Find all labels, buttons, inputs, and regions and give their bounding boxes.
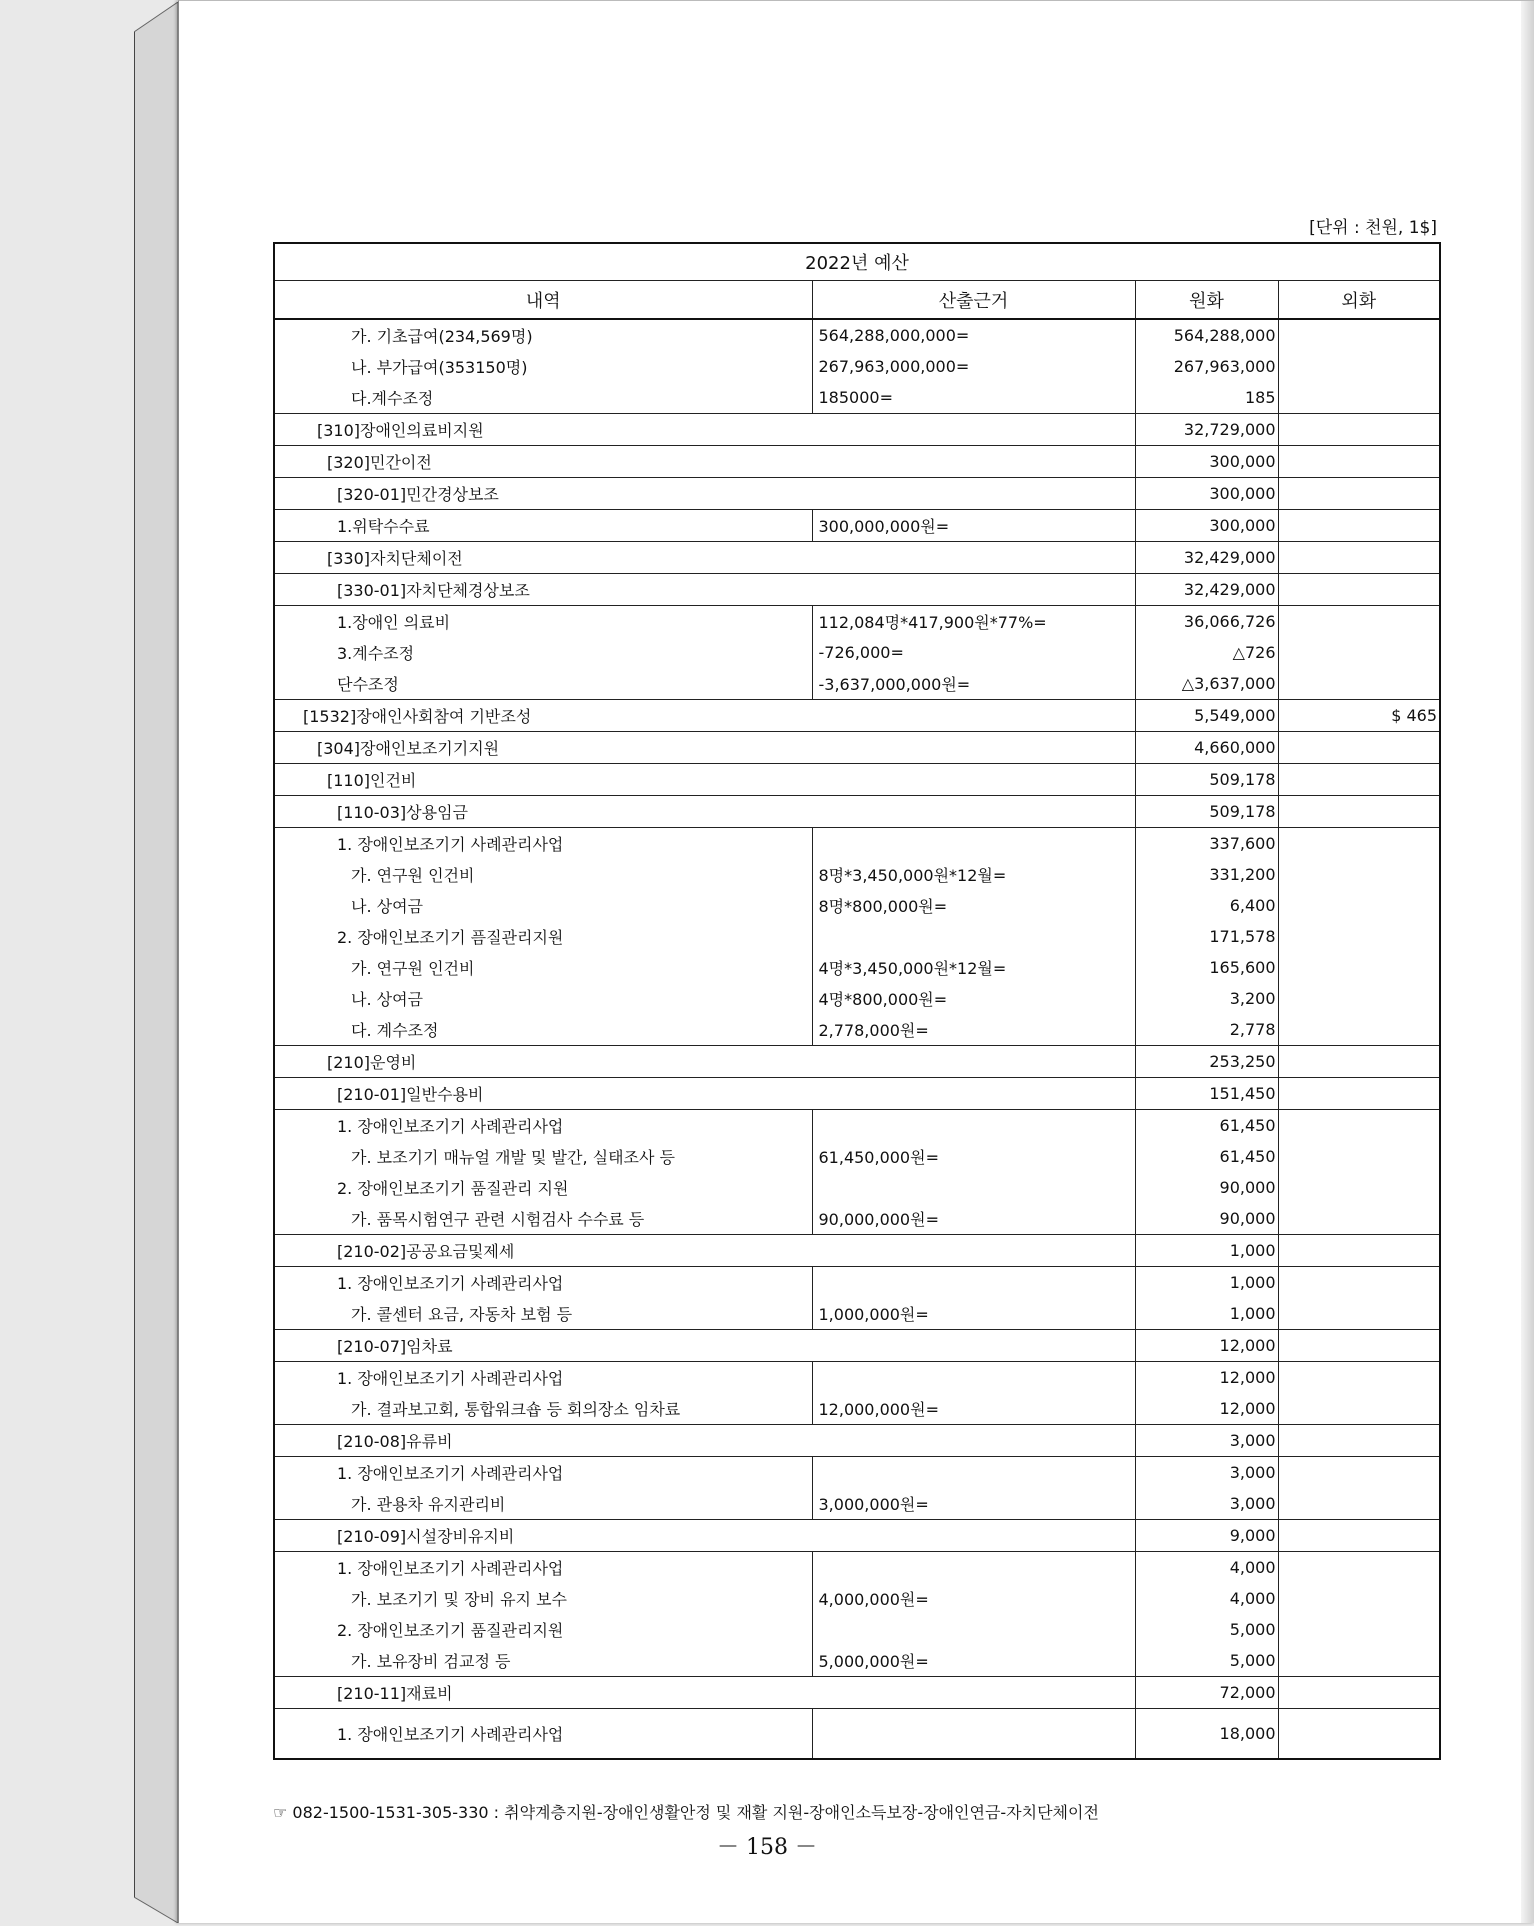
row-item: 2. 장애인보조기기 픔질관리지원 xyxy=(274,921,812,952)
table-row xyxy=(274,319,1440,351)
table-row xyxy=(274,1583,1440,1614)
row-item: 1. 장애인보조기기 사례관리사업 xyxy=(274,1267,812,1299)
table-row xyxy=(274,1078,1440,1110)
row-basis: 4,000,000원= xyxy=(812,1583,1135,1614)
row-item: [110]인건비 xyxy=(274,764,1135,796)
row-fx-amount xyxy=(1278,732,1440,764)
table-row xyxy=(274,414,1440,446)
row-fx-amount xyxy=(1278,1330,1440,1362)
row-basis: 300,000,000원= xyxy=(812,510,1135,542)
row-item: 1.위탁수수료 xyxy=(274,510,812,542)
row-krw-amount: 171,578 xyxy=(1135,921,1278,952)
row-krw-amount: 32,429,000 xyxy=(1135,574,1278,606)
row-item: 다. 계수조정 xyxy=(274,1014,812,1046)
row-krw-amount: 9,000 xyxy=(1135,1520,1278,1552)
row-krw-amount: 12,000 xyxy=(1135,1393,1278,1425)
row-krw-amount: 267,963,000 xyxy=(1135,351,1278,382)
table-row xyxy=(274,637,1440,668)
row-item: [330-01]자치단체경상보조 xyxy=(274,574,1135,606)
col-header-krw: 원화 xyxy=(1135,281,1278,320)
row-krw-amount: 6,400 xyxy=(1135,890,1278,921)
row-fx-amount xyxy=(1278,983,1440,1014)
table-row xyxy=(274,1552,1440,1584)
row-krw-amount: △726 xyxy=(1135,637,1278,668)
row-fx-amount xyxy=(1278,668,1440,700)
row-fx-amount xyxy=(1278,1110,1440,1142)
row-item: 가. 보조기기 및 장비 유지 보수 xyxy=(274,1583,812,1614)
row-item: 1. 장애인보조기기 사례관리사업 xyxy=(274,1110,812,1142)
row-basis: 267,963,000,000= xyxy=(812,351,1135,382)
row-krw-amount: 5,000 xyxy=(1135,1645,1278,1677)
row-basis: 4명*800,000원= xyxy=(812,983,1135,1014)
row-item: 가. 보유장비 검교정 등 xyxy=(274,1645,812,1677)
table-row xyxy=(274,1141,1440,1172)
row-basis: 90,000,000원= xyxy=(812,1203,1135,1235)
table-row xyxy=(274,764,1440,796)
table-row xyxy=(274,1110,1440,1142)
budget-table-body xyxy=(274,319,1440,1759)
row-fx-amount xyxy=(1278,764,1440,796)
row-item: 2. 장애인보조기기 품질관리지원 xyxy=(274,1614,812,1645)
row-fx-amount xyxy=(1278,1520,1440,1552)
row-item: [1532]장애인사회참여 기반조성 xyxy=(274,700,1135,732)
row-fx-amount xyxy=(1278,1014,1440,1046)
row-krw-amount: 337,600 xyxy=(1135,828,1278,860)
row-krw-amount: 4,660,000 xyxy=(1135,732,1278,764)
row-fx-amount xyxy=(1278,796,1440,828)
row-item: 가. 결과보고회, 통합워크숍 등 회의장소 임차료 xyxy=(274,1393,812,1425)
table-row xyxy=(274,1677,1440,1709)
row-fx-amount xyxy=(1278,1046,1440,1078)
row-fx-amount xyxy=(1278,574,1440,606)
table-row xyxy=(274,1330,1440,1362)
row-krw-amount: 1,000 xyxy=(1135,1267,1278,1299)
row-krw-amount: 300,000 xyxy=(1135,510,1278,542)
row-item: 가. 기초급여(234,569명) xyxy=(274,319,812,351)
row-basis xyxy=(812,1110,1135,1142)
row-fx-amount xyxy=(1278,1203,1440,1235)
row-krw-amount: 300,000 xyxy=(1135,478,1278,510)
row-fx-amount xyxy=(1278,1393,1440,1425)
row-fx-amount xyxy=(1278,952,1440,983)
row-item: [310]장애인의료비지원 xyxy=(274,414,1135,446)
row-krw-amount: 61,450 xyxy=(1135,1141,1278,1172)
row-basis xyxy=(812,1709,1135,1760)
row-krw-amount: 1,000 xyxy=(1135,1235,1278,1267)
row-krw-amount: 300,000 xyxy=(1135,446,1278,478)
row-fx-amount xyxy=(1278,921,1440,952)
page-number: － 158 － xyxy=(717,1835,817,1860)
table-row xyxy=(274,952,1440,983)
row-basis xyxy=(812,1267,1135,1299)
row-basis xyxy=(812,1614,1135,1645)
row-fx-amount xyxy=(1278,1267,1440,1299)
row-basis xyxy=(812,1552,1135,1584)
row-basis: 61,450,000원= xyxy=(812,1141,1135,1172)
row-krw-amount: 564,288,000 xyxy=(1135,319,1278,351)
row-krw-amount: 3,000 xyxy=(1135,1488,1278,1520)
row-basis xyxy=(812,921,1135,952)
row-basis: 4명*3,450,000원*12월= xyxy=(812,952,1135,983)
row-fx-amount xyxy=(1278,478,1440,510)
row-fx-amount xyxy=(1278,1709,1440,1760)
row-fx-amount xyxy=(1278,828,1440,860)
row-fx-amount xyxy=(1278,637,1440,668)
col-header-item: 내역 xyxy=(274,281,812,320)
table-row xyxy=(274,1614,1440,1645)
row-item: [210]운영비 xyxy=(274,1046,1135,1078)
row-item: [210-11]재료비 xyxy=(274,1677,1135,1709)
row-krw-amount: 509,178 xyxy=(1135,796,1278,828)
row-krw-amount: 36,066,726 xyxy=(1135,606,1278,638)
row-krw-amount: 3,200 xyxy=(1135,983,1278,1014)
budget-table xyxy=(273,242,1441,1760)
row-fx-amount xyxy=(1278,1488,1440,1520)
row-fx-amount xyxy=(1278,382,1440,414)
row-krw-amount: 331,200 xyxy=(1135,859,1278,890)
row-krw-amount: 165,600 xyxy=(1135,952,1278,983)
binder-spine xyxy=(134,2,180,1923)
row-item: 가. 연구원 인건비 xyxy=(274,952,812,983)
row-basis: 3,000,000원= xyxy=(812,1488,1135,1520)
row-fx-amount xyxy=(1278,1362,1440,1394)
row-item: [320-01]민간경상보조 xyxy=(274,478,1135,510)
table-row xyxy=(274,1172,1440,1203)
table-row xyxy=(274,1046,1440,1078)
table-row xyxy=(274,859,1440,890)
row-krw-amount: 12,000 xyxy=(1135,1362,1278,1394)
row-fx-amount xyxy=(1278,1552,1440,1584)
row-basis: 12,000,000원= xyxy=(812,1393,1135,1425)
row-fx-amount xyxy=(1278,446,1440,478)
row-fx-amount xyxy=(1278,1425,1440,1457)
table-row xyxy=(274,1393,1440,1425)
row-fx-amount xyxy=(1278,1141,1440,1172)
table-row xyxy=(274,446,1440,478)
row-fx-amount xyxy=(1278,351,1440,382)
row-basis: 8명*3,450,000원*12월= xyxy=(812,859,1135,890)
row-fx-amount xyxy=(1278,1677,1440,1709)
row-item: [210-09]시설장비유지비 xyxy=(274,1520,1135,1552)
page-edge-shadow xyxy=(1521,1,1534,1923)
row-krw-amount: 32,729,000 xyxy=(1135,414,1278,446)
row-krw-amount: 5,549,000 xyxy=(1135,700,1278,732)
table-row xyxy=(274,796,1440,828)
table-row xyxy=(274,478,1440,510)
row-fx-amount xyxy=(1278,859,1440,890)
row-item: [330]자치단체이전 xyxy=(274,542,1135,574)
col-header-basis: 산출근거 xyxy=(812,281,1135,320)
table-title: 2022년 예산 xyxy=(274,243,1440,281)
row-item: 다.계수조정 xyxy=(274,382,812,414)
row-krw-amount: 18,000 xyxy=(1135,1709,1278,1760)
row-fx-amount xyxy=(1278,1235,1440,1267)
table-row xyxy=(274,1298,1440,1330)
table-row xyxy=(274,828,1440,860)
row-item: [210-07]임차료 xyxy=(274,1330,1135,1362)
row-krw-amount: 90,000 xyxy=(1135,1203,1278,1235)
row-item: 가. 연구원 인건비 xyxy=(274,859,812,890)
row-basis xyxy=(812,828,1135,860)
row-item: 단수조정 xyxy=(274,668,812,700)
row-item: [210-08]유류비 xyxy=(274,1425,1135,1457)
row-krw-amount: 3,000 xyxy=(1135,1425,1278,1457)
row-item: 가. 보조기기 매뉴얼 개발 및 발간, 실태조사 등 xyxy=(274,1141,812,1172)
row-basis: 2,778,000원= xyxy=(812,1014,1135,1046)
table-row xyxy=(274,1709,1440,1760)
row-fx-amount: $ 465 xyxy=(1278,700,1440,732)
footnote: ☞ 082-1500-1531-305-330 : 취약계층지원-장애인생활안정 및 재활 지원-장애인소득보장-장애인연금-자치단체이전 xyxy=(273,1803,1099,1822)
row-item: 1. 장애인보조기기 사례관리사업 xyxy=(274,828,812,860)
table-row xyxy=(274,1235,1440,1267)
row-krw-amount: 4,000 xyxy=(1135,1552,1278,1584)
table-row xyxy=(274,732,1440,764)
table-row xyxy=(274,668,1440,700)
row-fx-amount xyxy=(1278,510,1440,542)
row-basis: 185000= xyxy=(812,382,1135,414)
row-basis xyxy=(812,1457,1135,1489)
row-fx-amount xyxy=(1278,1172,1440,1203)
row-item: [210-02]공공요금및제세 xyxy=(274,1235,1135,1267)
row-fx-amount xyxy=(1278,1457,1440,1489)
table-row xyxy=(274,1203,1440,1235)
row-krw-amount: 5,000 xyxy=(1135,1614,1278,1645)
table-row xyxy=(274,606,1440,638)
row-item: 3.계수조정 xyxy=(274,637,812,668)
table-row xyxy=(274,574,1440,606)
row-krw-amount: 90,000 xyxy=(1135,1172,1278,1203)
row-krw-amount: 61,450 xyxy=(1135,1110,1278,1142)
row-krw-amount: △3,637,000 xyxy=(1135,668,1278,700)
row-krw-amount: 4,000 xyxy=(1135,1583,1278,1614)
row-item: 2. 장애인보조기기 품질관리 지원 xyxy=(274,1172,812,1203)
row-fx-amount xyxy=(1278,606,1440,638)
row-fx-amount xyxy=(1278,1645,1440,1677)
row-krw-amount: 151,450 xyxy=(1135,1078,1278,1110)
row-item: 1. 장애인보조기기 사례관리사업 xyxy=(274,1709,812,1760)
row-krw-amount: 1,000 xyxy=(1135,1298,1278,1330)
row-basis: -726,000= xyxy=(812,637,1135,668)
row-fx-amount xyxy=(1278,1078,1440,1110)
row-item: 1. 장애인보조기기 사례관리사업 xyxy=(274,1552,812,1584)
table-row xyxy=(274,890,1440,921)
row-item: 가. 콜센터 요금, 자동차 보험 등 xyxy=(274,1298,812,1330)
table-row xyxy=(274,1425,1440,1457)
row-item: [210-01]일반수용비 xyxy=(274,1078,1135,1110)
row-item: 1.장애인 의료비 xyxy=(274,606,812,638)
row-krw-amount: 185 xyxy=(1135,382,1278,414)
row-item: 가. 관용차 유지관리비 xyxy=(274,1488,812,1520)
row-fx-amount xyxy=(1278,319,1440,351)
table-row xyxy=(274,1267,1440,1299)
row-fx-amount xyxy=(1278,1583,1440,1614)
row-item: 1. 장애인보조기기 사례관리사업 xyxy=(274,1457,812,1489)
row-basis: 8명*800,000원= xyxy=(812,890,1135,921)
row-item: 나. 상여금 xyxy=(274,890,812,921)
row-basis: 112,084명*417,900원*77%= xyxy=(812,606,1135,638)
table-row xyxy=(274,1645,1440,1677)
row-basis: 1,000,000원= xyxy=(812,1298,1135,1330)
row-basis xyxy=(812,1172,1135,1203)
table-row xyxy=(274,382,1440,414)
row-basis: -3,637,000,000원= xyxy=(812,668,1135,700)
row-krw-amount: 3,000 xyxy=(1135,1457,1278,1489)
table-row xyxy=(274,921,1440,952)
table-row xyxy=(274,1457,1440,1489)
row-item: [320]민간이전 xyxy=(274,446,1135,478)
row-item: 1. 장애인보조기기 사례관리사업 xyxy=(274,1362,812,1394)
table-row xyxy=(274,1488,1440,1520)
row-item: 가. 품목시험연구 관련 시험검사 수수료 등 xyxy=(274,1203,812,1235)
row-basis xyxy=(812,1362,1135,1394)
table-row xyxy=(274,1362,1440,1394)
row-krw-amount: 253,250 xyxy=(1135,1046,1278,1078)
row-item: [110-03]상용임금 xyxy=(274,796,1135,828)
table-row xyxy=(274,700,1440,732)
table-row xyxy=(274,351,1440,382)
row-krw-amount: 12,000 xyxy=(1135,1330,1278,1362)
row-krw-amount: 509,178 xyxy=(1135,764,1278,796)
row-basis: 5,000,000원= xyxy=(812,1645,1135,1677)
table-row xyxy=(274,983,1440,1014)
unit-label: [단위 : 천원, 1$] xyxy=(1309,218,1437,238)
col-header-fx: 외화 xyxy=(1278,281,1440,320)
row-krw-amount: 2,778 xyxy=(1135,1014,1278,1046)
row-basis: 564,288,000,000= xyxy=(812,319,1135,351)
table-row xyxy=(274,510,1440,542)
row-fx-amount xyxy=(1278,542,1440,574)
table-row xyxy=(274,542,1440,574)
row-fx-amount xyxy=(1278,414,1440,446)
table-row xyxy=(274,1014,1440,1046)
table-row xyxy=(274,1520,1440,1552)
row-fx-amount xyxy=(1278,1614,1440,1645)
row-krw-amount: 32,429,000 xyxy=(1135,542,1278,574)
row-fx-amount xyxy=(1278,890,1440,921)
row-item: [304]장애인보조기기지원 xyxy=(274,732,1135,764)
row-fx-amount xyxy=(1278,1298,1440,1330)
row-krw-amount: 72,000 xyxy=(1135,1677,1278,1709)
row-item: 나. 부가급여(353150명) xyxy=(274,351,812,382)
row-item: 나. 상여금 xyxy=(274,983,812,1014)
